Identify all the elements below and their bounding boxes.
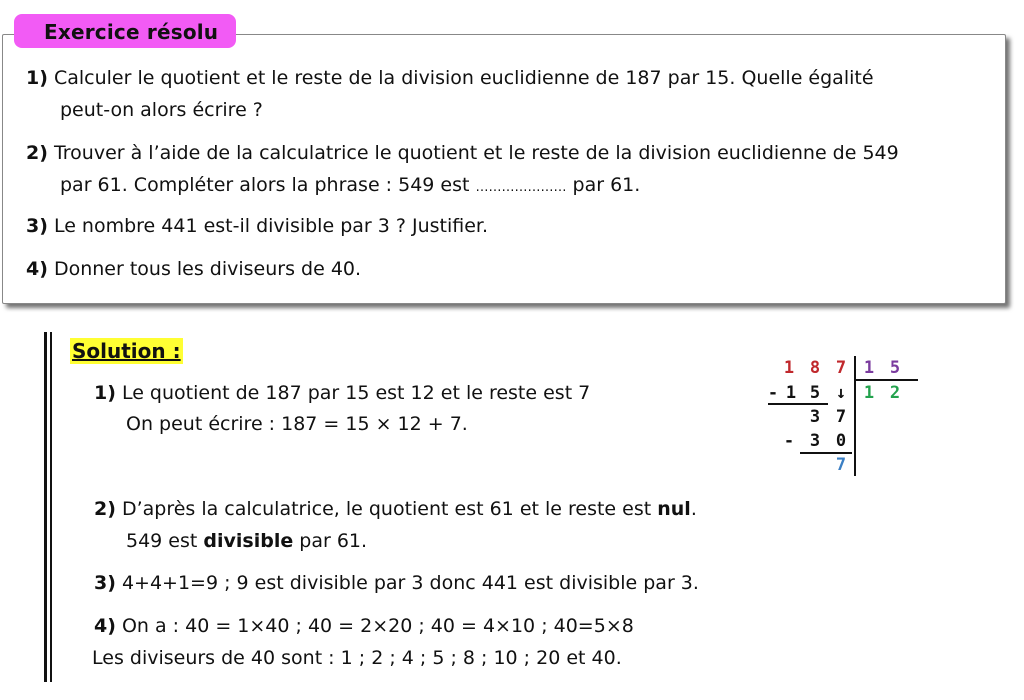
solution-4-line-2: Les diviseurs de 40 sont : 1 ; 2 ; 4 ; 5 ; 8 ; 10 ; 20 et 40.	[92, 647, 622, 669]
question-1-text-1: Calculer le quotient et le reste de la division euclidienne de 187 par 15. Quelle égalité	[47, 67, 874, 89]
question-4-number: 4)	[26, 258, 48, 280]
solution-2-line-2	[126, 529, 367, 553]
division-vertical-bar	[854, 356, 856, 476]
question-2-number: 2)	[26, 142, 48, 164]
solution-3-number: 3)	[94, 572, 116, 594]
solution-margin-bar-right	[50, 332, 52, 682]
solution-1-line-1	[94, 381, 590, 405]
question-2-text-1: Trouver à l’aide de la calculatrice le quotient et le reste de la division euclidienne de 549	[47, 142, 899, 164]
subtraction-sign-1: -	[767, 383, 779, 403]
solution-2-line-1	[94, 497, 697, 521]
question-2-line-1	[26, 141, 899, 165]
question-1-line-2: peut-on alors écrire ?	[60, 99, 263, 121]
solution-1-text-1: Le quotient de 187 par 15 est 12 et le reste est 7	[115, 382, 591, 404]
dividend-digit-3: 7	[835, 358, 847, 378]
question-1-line-1	[26, 66, 874, 90]
solution-2-text-1b: .	[690, 498, 697, 520]
question-1-number: 1)	[26, 67, 48, 89]
solution-3	[94, 571, 699, 595]
question-4-text: Donner tous les diviseurs de 40.	[47, 258, 362, 280]
solution-2-number: 2)	[94, 498, 116, 520]
solution-margin-bar-left	[44, 332, 47, 682]
question-3	[26, 214, 488, 238]
solution-1-line-2: On peut écrire : 187 = 15 × 12 + 7.	[126, 413, 468, 435]
solution-4-text-1: On a : 40 = 1×40 ; 40 = 2×20 ; 40 = 4×10 ; 40=5×8	[115, 615, 634, 637]
subtraction-sign-2: -	[783, 431, 795, 451]
solution-label: Solution :	[72, 339, 181, 363]
question-2-line-2	[60, 173, 640, 200]
subtrahend-1-digit-1: 1	[785, 383, 797, 403]
divisor-digit-1: 1	[863, 358, 875, 378]
solution-3-text: 4+4+1=9 ; 9 est divisible par 3 donc 441 est divisible par 3.	[115, 572, 699, 594]
dividend-digit-2: 8	[809, 358, 821, 378]
solution-2-text-1a: D’après la calculatrice, le quotient est 61 et le reste est	[115, 498, 658, 520]
question-3-number: 3)	[26, 215, 48, 237]
solution-2-text-2a: 549 est	[126, 530, 204, 552]
question-3-text: Le nombre 441 est-il divisible par 3 ? Justifier.	[47, 215, 489, 237]
question-2-text-2b: par 61.	[566, 174, 641, 196]
fill-in-dots: …………………	[475, 180, 567, 195]
solution-2-text-2b: par 61.	[293, 530, 368, 552]
partial-digit-2: 7	[835, 407, 847, 427]
division-horizontal-bar	[856, 379, 918, 381]
subtrahend-1-digit-2: 5	[809, 383, 821, 403]
dividend-digit-1: 1	[783, 358, 795, 378]
remainder-digit: 7	[835, 455, 847, 475]
divisor-digit-2: 5	[889, 358, 901, 378]
exercise-title: Exercice résolu	[44, 20, 219, 44]
solution-1-number: 1)	[94, 382, 116, 404]
subtrahend-2-digit-1: 3	[809, 431, 821, 451]
solution-4-number: 4)	[94, 615, 116, 637]
question-4	[26, 257, 361, 281]
solution-2-bold-nul: nul	[657, 498, 691, 520]
solution-4-line-1	[94, 614, 634, 638]
subtrahend-2-digit-2: 0	[835, 431, 847, 451]
quotient-digit-2: 2	[889, 383, 901, 403]
bring-down-arrow-icon: ↓	[835, 383, 847, 403]
quotient-digit-1: 1	[863, 383, 875, 403]
solution-2-bold-divisible: divisible	[203, 530, 294, 552]
partial-digit-1: 3	[809, 407, 821, 427]
question-2-text-2a: par 61. Compléter alors la phrase : 549 est	[60, 174, 476, 196]
